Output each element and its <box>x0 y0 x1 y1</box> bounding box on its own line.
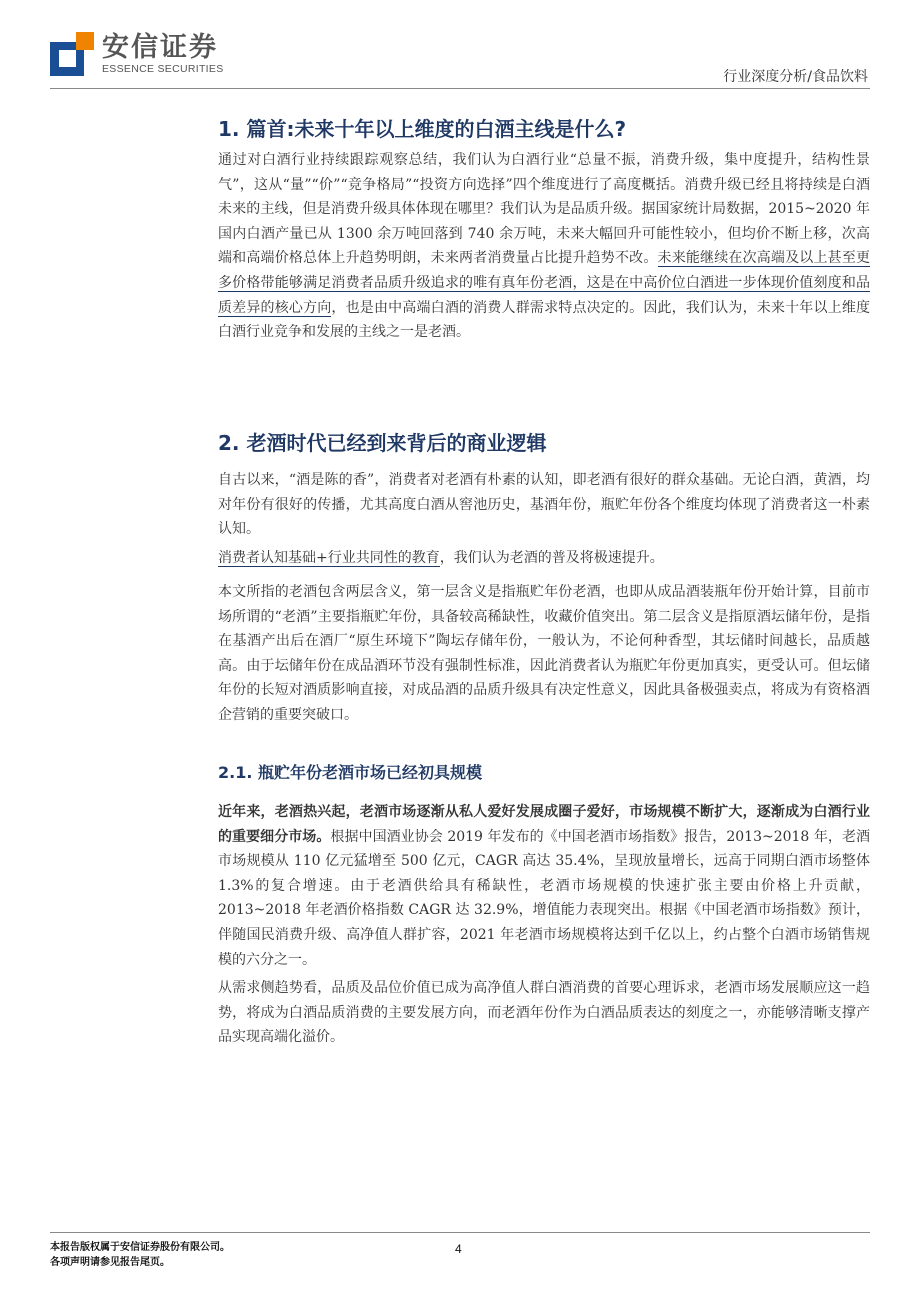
section-2-1-title: 2.1. 瓶贮年份老酒市场已经初具规模 <box>218 763 482 782</box>
section-2-text: ，我们认为老酒的普及将极速提升。 <box>439 550 664 566</box>
section-2-title: 2. 老酒时代已经到来背后的商业逻辑 <box>218 431 547 455</box>
section-2-1-paragraph-2: 从需求侧趋势看，品质及品位价值已成为高净值人群白酒消费的首要心理诉求，老酒市场发展顺应这一趋势，将成为白酒品质消费的主要发展方向，而老酒年份作为白酒品质表达的刻度之一，亦能够清晰支撑产品实现高端化溢价。 <box>218 980 870 1046</box>
section-1-underlined-text: 未来能继续在次高端及以上甚至更多价格带能够满足消费者品质升级追求的唯有真年份老酒，这是在中高价位白酒进一步体现价值刻度和品质差异的核心方向 <box>218 250 871 316</box>
section-2-1-bold-text: 近年来，老酒热兴起，老酒市场逐渐从私人爱好发展成圈子爱好，市场规模不断扩大，逐渐成为白酒行业的重要细分市场。 <box>218 804 870 845</box>
footer-notice: 各项声明请参见报告尾页。 <box>50 1257 170 1268</box>
section-2-paragraph-2 <box>218 546 870 571</box>
logo-mark-icon <box>50 32 94 76</box>
footer-disclaimer <box>50 1240 230 1270</box>
section-2-paragraph-1: 自古以来，“酒是陈的香”，消费者对老酒有朴素的认知，即老酒有很好的群众基础。无论白酒，黄酒，均对年份有很好的传播，尤其高度白酒从窖池历史，基酒年份，瓶贮年份各个维度均体现了消费者这一朴素认知。 <box>218 472 870 538</box>
footer-divider <box>50 1232 870 1233</box>
section-1-title: 1. 篇首:未来十年以上维度的白酒主线是什么? <box>218 117 627 141</box>
section-2-1-text: 根据中国酒业协会 2019 年发布的《中国老酒市场指数》报告，2013~2018 年，老酒市场规模从 110 亿元猛增至 500 亿元，CAGR 高达 35.4%，呈现放量增长，远高于同期白酒市场整体 1.3%的复合增速。由于老酒供给具有稀缺性，老酒市场规模的快速扩张主要由价格上升贡献，2013~2018 年老酒价格指数 CAGR 达 32.9%，增值能力表现突出。根据《中国老酒市场指数》预计，伴随国民消费升级、高净值人群扩容，2021 年老酒市场规模将达到千亿以上，约占整个白酒市场销售规模的六分之一。 <box>218 828 871 968</box>
logo-name-cn: 安信证券 <box>102 31 218 63</box>
section-1-text-b: ，也是由中高端白酒的消费人群需求特点决定的。因此，我们认为，未来十年以上维度白酒行业竞争和发展的主线之一是老酒。 <box>218 299 870 341</box>
footer-copyright: 本报告版权属于安信证券股份有限公司。 <box>50 1242 230 1253</box>
section-2-paragraph-3: 本文所指的老酒包含两层含义，第一层含义是指瓶贮年份老酒，也即从成品酒装瓶年份开始计算，目前市场所谓的“老酒”主要指瓶贮年份，具备较高稀缺性，收藏价值突出。第二层含义是指原酒坛储年份，是指在基酒产出后在酒厂“原生环境下”陶坛存储年份，一般认为，不论何种香型，其坛储时间越长，品质越高。由于坛储年份在成品酒环节没有强制性标准，因此消费者认为瓶贮年份更加真实，更受认可。但坛储年份的长短对酒质影响直接，对成品酒的品质升级具有决定性意义，因此具备极强卖点，将成为有资格酒企营销的重要突破口。 <box>218 584 870 723</box>
report-category: 行业深度分析/食品饮料 <box>723 69 868 85</box>
company-logo <box>50 32 224 76</box>
header-divider <box>50 88 870 89</box>
section-2-1-paragraph-1 <box>218 800 870 972</box>
section-1-paragraph <box>218 148 870 345</box>
section-1-text-a: 通过对白酒行业持续跟踪观察总结，我们认为白酒行业“总量不振，消费升级，集中度提升，结构性景气”，这从“量”“价”“竞争格局”“投资方向选择”四个维度进行了高度概括。消费升级已经且将持续是白酒未来的主线，但是消费升级具体体现在哪里？我们认为是品质升级。据国家统计局数据，2015~2020 年国内白酒产量已从 1300 余万吨回落到 740 余万吨，未来大幅回升可能性较小，但均价不断上移，次高端和高端价格总体上升趋势明朗，未来两者消费量占比提升趋势不改。 <box>218 152 870 267</box>
logo-name-en: ESSENCE SECURITIES <box>102 62 224 75</box>
page-number: 4 <box>455 1242 462 1256</box>
section-2-underlined-text: 消费者认知基础+行业共同性的教育 <box>218 550 440 566</box>
